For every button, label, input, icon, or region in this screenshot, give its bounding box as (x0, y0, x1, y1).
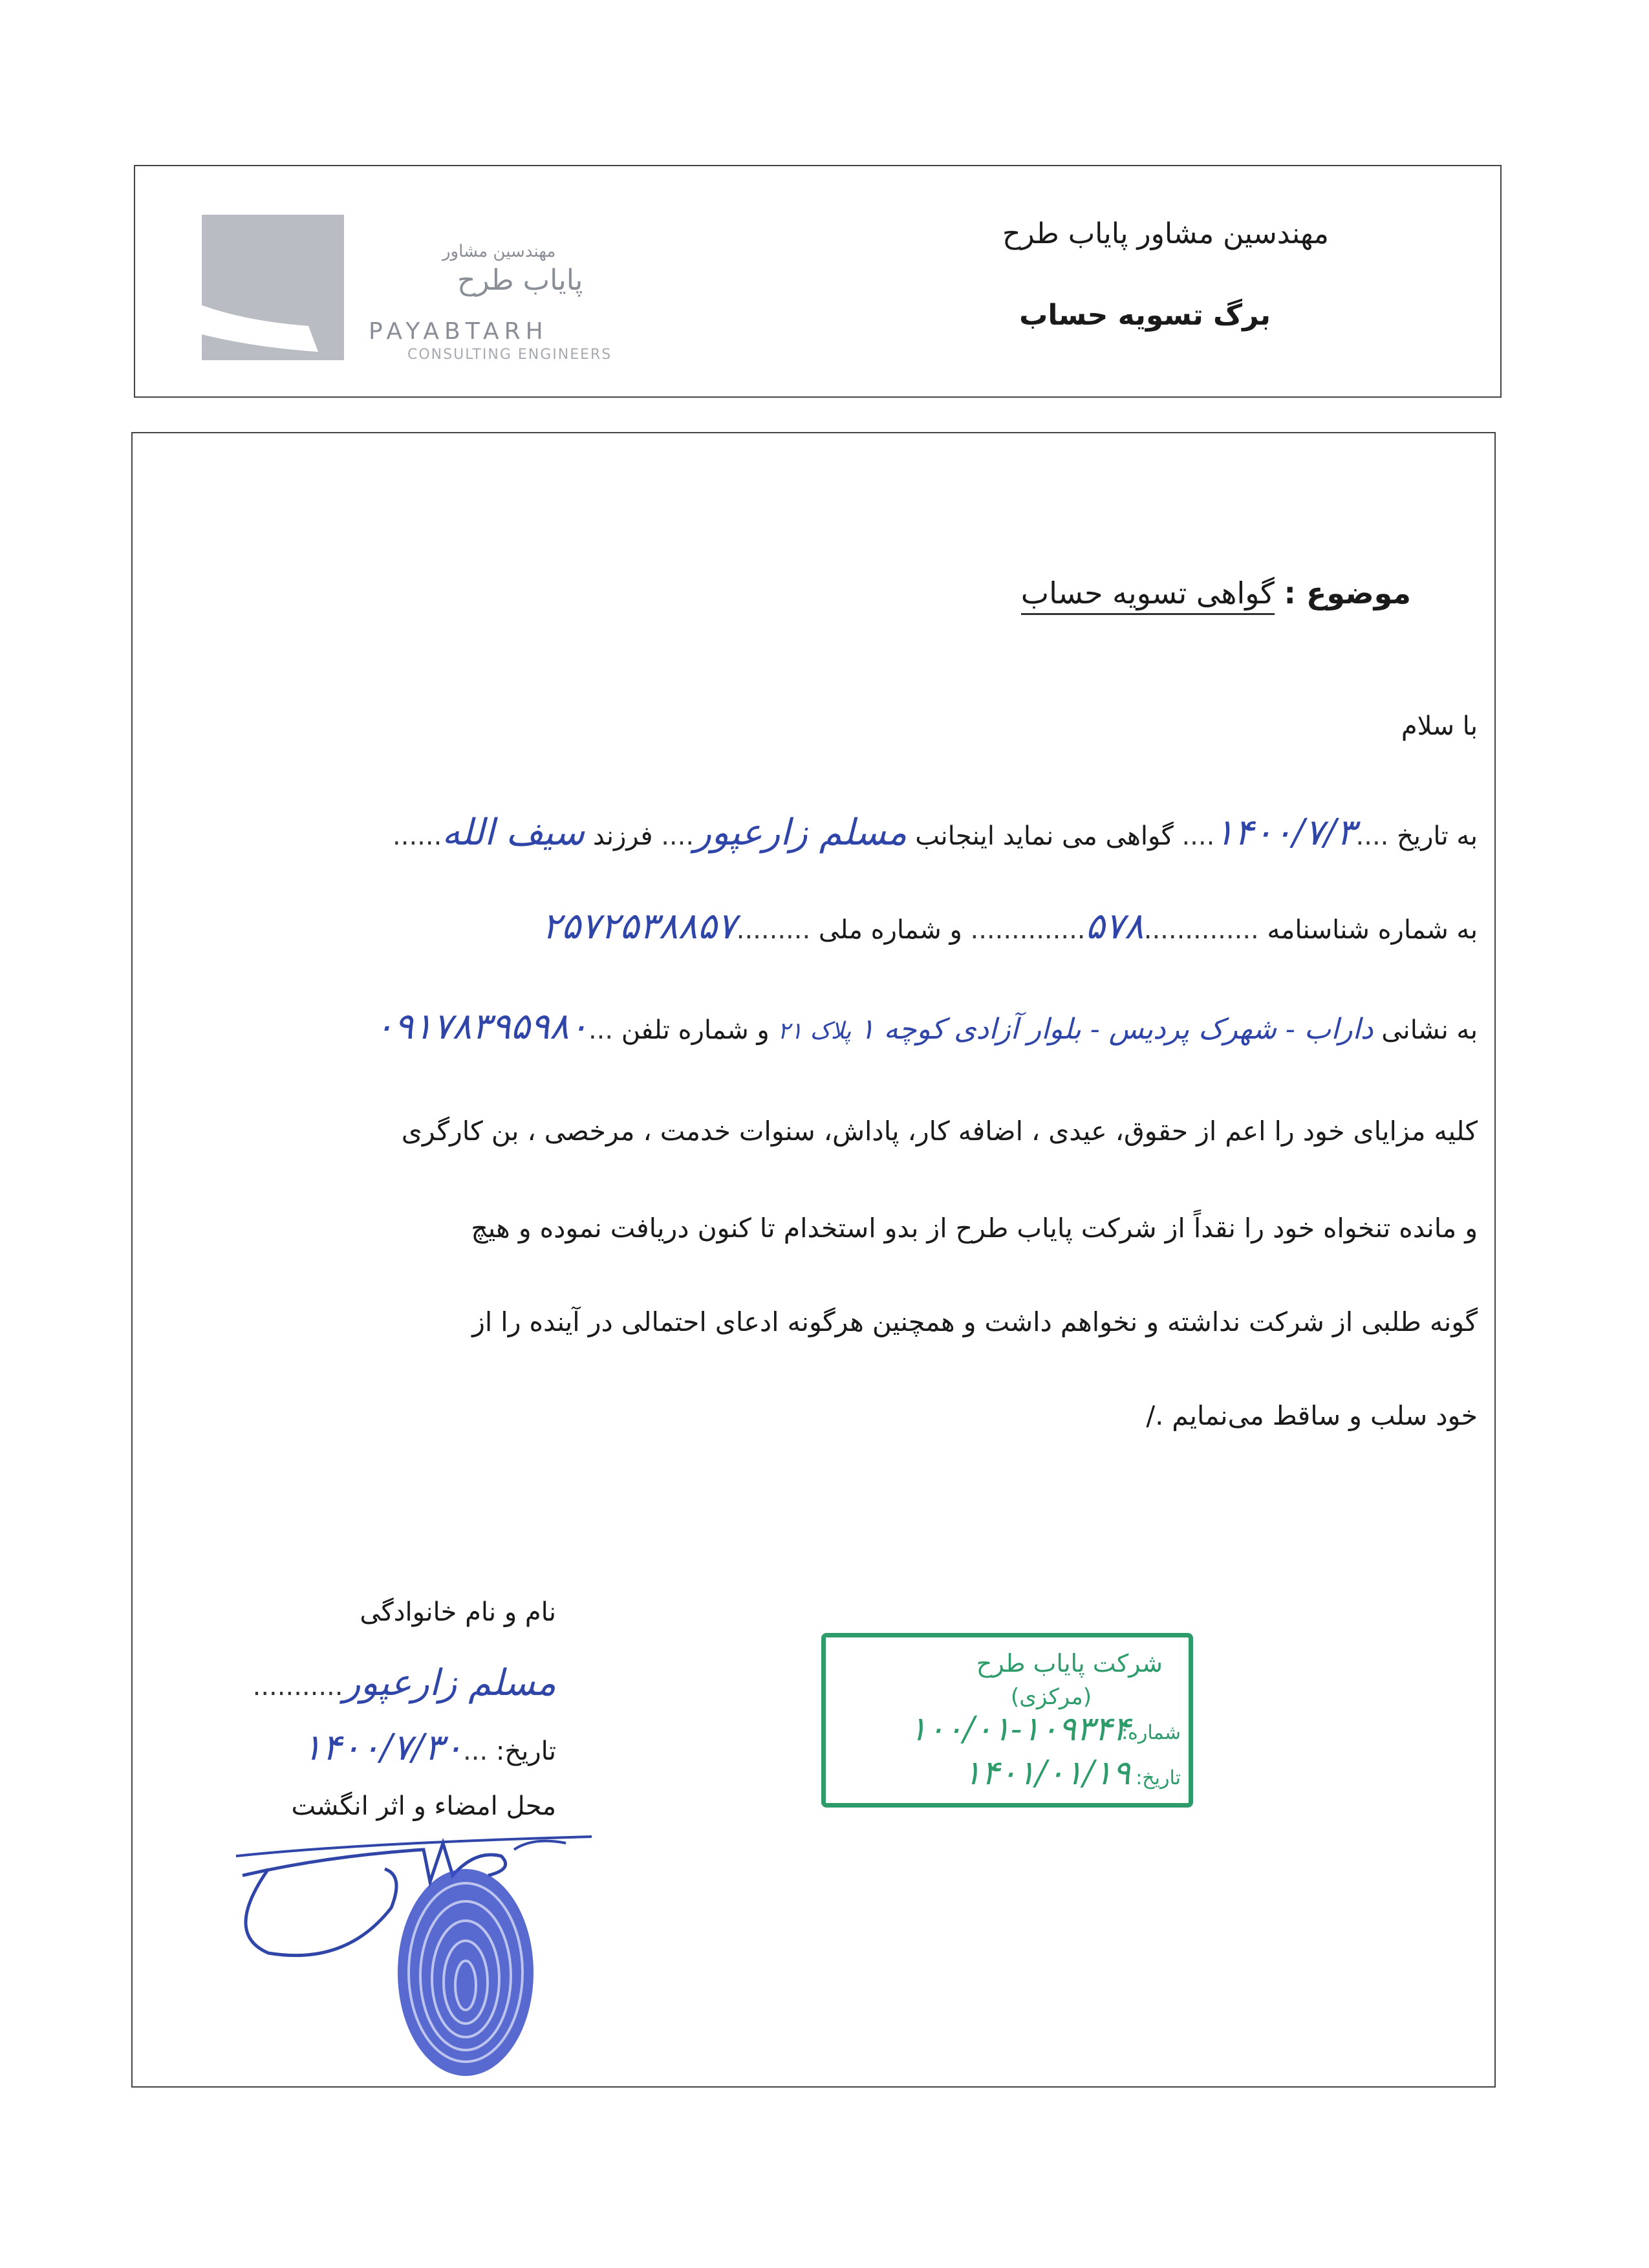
sign-date-line: تاریخ: ...۱۴۰۰/۷/۳۰ (302, 1727, 556, 1769)
line-ids: به شماره شناسنامه ..............۵۷۸.............. و شماره ملی .........۲۵۷۲۵۳۸۸۵۷ (541, 905, 1478, 947)
fingerprint-mark (388, 1863, 543, 2082)
handwritten-sign-date: ۱۴۰۰/۷/۳۰ (302, 1727, 464, 1769)
stamp-number-label: شماره: (1121, 1722, 1181, 1744)
name-label: نام و نام خانوادگی (360, 1597, 556, 1627)
logo-mark (202, 215, 344, 360)
body-line-1: کلیه مزایای خود را اعم از حقوق، عیدی ، اضافه کار، پاداش، سنوات خدمت ، مرخصی ، بن کارگری (401, 1116, 1478, 1147)
logo-fa-small: مهندسین مشاور (442, 242, 556, 261)
sign-date-label: تاریخ: (495, 1736, 556, 1766)
form-title: برگ تسویه حساب (1019, 299, 1271, 332)
line-date-name: به تاریخ ....۱۴۰۰/۷/۳.... گواهی می نماید اینجانب مسلم زارعپور.... فرزند سیف الله...... (393, 812, 1478, 854)
certifies-text: گواهی می نماید اینجانب (915, 821, 1174, 851)
name-value-line: مسلم زارعپور........... (252, 1662, 556, 1704)
logo-en-sub: CONSULTING ENGINEERS (407, 347, 612, 363)
stamp-title: شرکت پایاب طرح (976, 1649, 1163, 1678)
stamp-date: ۱۴۰۱/۰۱/۱۹ (963, 1754, 1130, 1793)
stamp-date-label: تاریخ: (1136, 1767, 1181, 1789)
logo-en-name: PAYABTARH (369, 318, 548, 345)
handwritten-father: سیف الله (442, 812, 585, 854)
handwritten-signer-name: مسلم زارعپور (343, 1662, 556, 1704)
handwritten-date: ۱۴۰۰/۷/۳ (1214, 812, 1356, 854)
handwritten-phone: ۰۹۱۷۸۳۹۵۹۸۰ (374, 1006, 588, 1048)
handwritten-id-card: ۵۷۸ (1085, 905, 1144, 947)
body-line-2: و مانده تنخواه خود را نقداً از شرکت پایاب طرح از بدو استخدام تا کنون دریافت نموده و هیچ (471, 1213, 1478, 1244)
logo-fa-name: پایاب طرح (457, 264, 583, 297)
stamp-subtitle: (مرکزی) (1010, 1684, 1092, 1710)
subject-label: موضوع : (1284, 576, 1411, 610)
phone-label: و شماره تلفن (621, 1015, 770, 1045)
greeting: با سلام (1401, 711, 1478, 741)
company-stamp (821, 1633, 1193, 1808)
body-line-3: گونه طلبی از شرکت نداشته و نخواهم داشت و همچنین هرگونه ادعای احتمالی در آینده را از (472, 1306, 1478, 1337)
handwritten-address-extra: پلاک ۲۱ (777, 1018, 852, 1044)
subject-value: گواهی تسویه حساب (1021, 576, 1275, 615)
subject-line (1021, 576, 1411, 610)
national-id-label: و شماره ملی (818, 915, 962, 945)
handwritten-address: داراب - شهرک پردیس - بلوار آزادی کوچه ۱ (859, 1013, 1374, 1046)
id-card-label: به شماره شناسنامه (1267, 915, 1478, 945)
child-of-label: فرزند (592, 821, 653, 851)
company-logo (202, 215, 648, 370)
handwritten-name: مسلم زارعپور (694, 812, 907, 854)
sign-place-label: محل امضاء و اثر انگشت (291, 1791, 556, 1821)
line-address-phone: به نشانی داراب - شهرک پردیس - بلوار آزادی کوچه ۱ پلاک ۲۱ و شماره تلفن ...۰۹۱۷۸۳۹۵۹۸۰ (374, 1006, 1478, 1048)
handwritten-national-id: ۲۵۷۲۵۳۸۸۵۷ (541, 905, 737, 947)
date-prefix: به تاریخ (1397, 821, 1478, 851)
company-title: مهندسین مشاور پایاب طرح (1002, 217, 1329, 250)
stamp-number: ۱۰۰/۰۱-۱۰۹۳۴۴ (909, 1710, 1130, 1749)
address-label: به نشانی (1381, 1015, 1478, 1045)
body-line-4: خود سلب و ساقط می‌نمایم ./ (1146, 1400, 1478, 1431)
